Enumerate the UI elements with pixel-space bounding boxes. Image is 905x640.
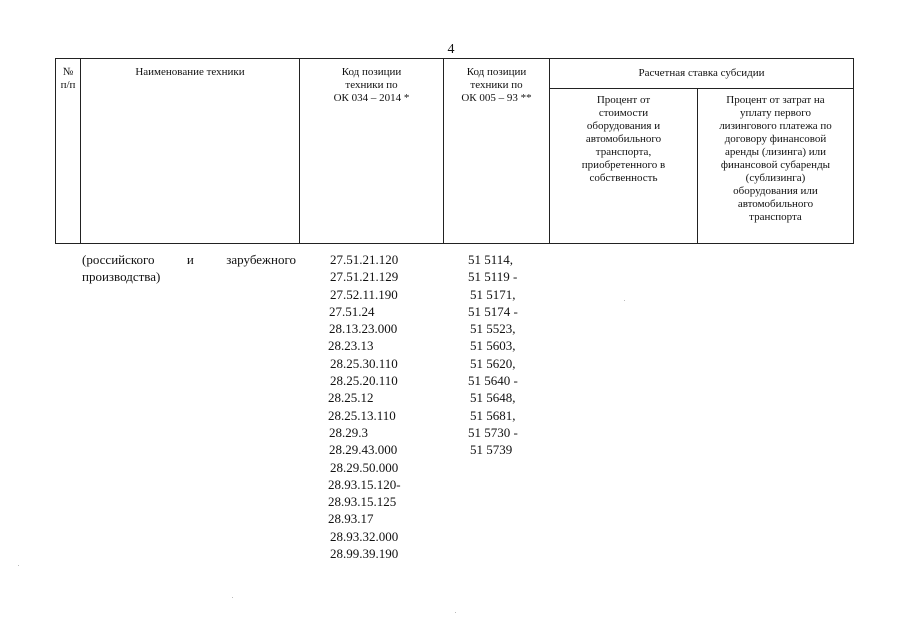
okpd-code: 28.29.3 (329, 424, 368, 440)
header-name-label: Наименование техники (135, 66, 245, 78)
okdp-code: 51 5730 - (468, 424, 518, 440)
okpd-code: 28.29.50.000 (330, 459, 399, 475)
header-pct-leasing-line: лизингового платежа по (719, 120, 832, 132)
name-word: (российского (82, 252, 155, 267)
header-number-abbr: п/п (60, 79, 76, 91)
okdp-code: 51 5681, (470, 407, 516, 423)
okpd-code: 28.25.13.110 (328, 407, 396, 423)
name-word: и (186, 252, 194, 267)
header-pct-equipment-line: автомобильного (585, 133, 662, 145)
header-pct-leasing-line: автомобильного (737, 198, 814, 210)
row-name-cell (82, 251, 296, 286)
okdp-code: 51 5119 - (468, 269, 518, 285)
header-okpd-line: Код позиции (341, 66, 402, 78)
okdp-code: 51 5523, (470, 321, 516, 337)
header-pct-equipment-line: приобретенного в (581, 159, 666, 171)
header-pct-leasing-line: транспорта (749, 211, 802, 223)
header-pct-equipment-line: транспорта, (595, 146, 652, 158)
okpd-code: 27.51.21.120 (330, 252, 399, 267)
okdp-code: 51 5603, (470, 338, 516, 354)
header-pct-leasing-line: аренды (лизинга) или (724, 146, 827, 158)
okpd-code: 28.99.39.190 (330, 546, 399, 562)
okpd-code: 28.25.30.110 (330, 355, 398, 371)
okdp-code: 51 5640 - (468, 373, 518, 389)
okpd-code: 28.23.13 (328, 338, 374, 354)
header-cell-okpd (299, 58, 443, 244)
okpd-code: 28.29.43.000 (329, 442, 398, 458)
okdp-code: 51 5171, (470, 286, 516, 302)
header-number-sign: № (62, 66, 74, 78)
name-line: производства) (82, 269, 161, 285)
header-okdp-line: ОК 005 – 93 ** (461, 92, 532, 104)
header-pct-equipment-line: Процент от (596, 94, 651, 106)
okpd-code: 28.13.23.000 (329, 321, 398, 337)
header-cell-number (55, 58, 80, 244)
header-pct-leasing-line: договору финансовой (724, 133, 827, 145)
header-pct-equipment-line: собственность (589, 172, 658, 184)
header-pct-equipment-line: оборудования и (586, 120, 661, 132)
okpd-code: 27.52.11.190 (330, 286, 398, 302)
header-subsidy-rate-label: Расчетная ставка субсидии (638, 67, 765, 79)
header-cell-name (80, 58, 299, 244)
okdp-code: 51 5739 (470, 442, 513, 458)
header-pct-leasing-line: (сублизинга) (745, 172, 806, 184)
header-okpd-line: техники по (345, 79, 398, 91)
okpd-code: 28.93.15.120- (328, 476, 401, 492)
row-okdp-cell (443, 251, 549, 459)
okpd-code: 28.25.20.110 (330, 373, 398, 389)
header-cell-percent-equipment (549, 88, 697, 244)
header-cell-okdp (443, 58, 549, 244)
okdp-code: 51 5620, (470, 355, 516, 371)
okpd-code: 27.51.24 (329, 303, 375, 319)
header-okpd-line: ОК 034 – 2014 * (333, 92, 410, 104)
header-pct-leasing-line: финансовой субаренды (720, 159, 831, 171)
okpd-code: 28.93.32.000 (330, 528, 399, 544)
header-pct-leasing-line: уплату первого (739, 107, 811, 119)
page-number: 4 (447, 42, 455, 57)
okpd-code: 28.25.12 (328, 390, 374, 406)
okdp-code: 51 5114, (468, 252, 514, 267)
okpd-code: 28.93.17 (328, 511, 374, 527)
header-cell-percent-leasing (697, 88, 854, 244)
okdp-code: 51 5648, (470, 390, 516, 406)
header-pct-equipment-line: стоимости (598, 107, 649, 119)
header-pct-leasing-line: оборудования или (733, 185, 818, 197)
row-okpd-cell (299, 251, 443, 562)
okpd-code: 28.93.15.125 (328, 494, 397, 510)
okdp-code: 51 5174 - (468, 303, 518, 319)
okpd-code: 27.51.21.129 (330, 269, 399, 285)
header-okdp-line: Код позиции (466, 66, 527, 78)
name-word: зарубежного (226, 252, 296, 267)
header-cell-subsidy-rate (549, 58, 854, 88)
header-pct-leasing-line: Процент от затрат на (726, 94, 825, 106)
header-okdp-line: техники по (470, 79, 523, 91)
